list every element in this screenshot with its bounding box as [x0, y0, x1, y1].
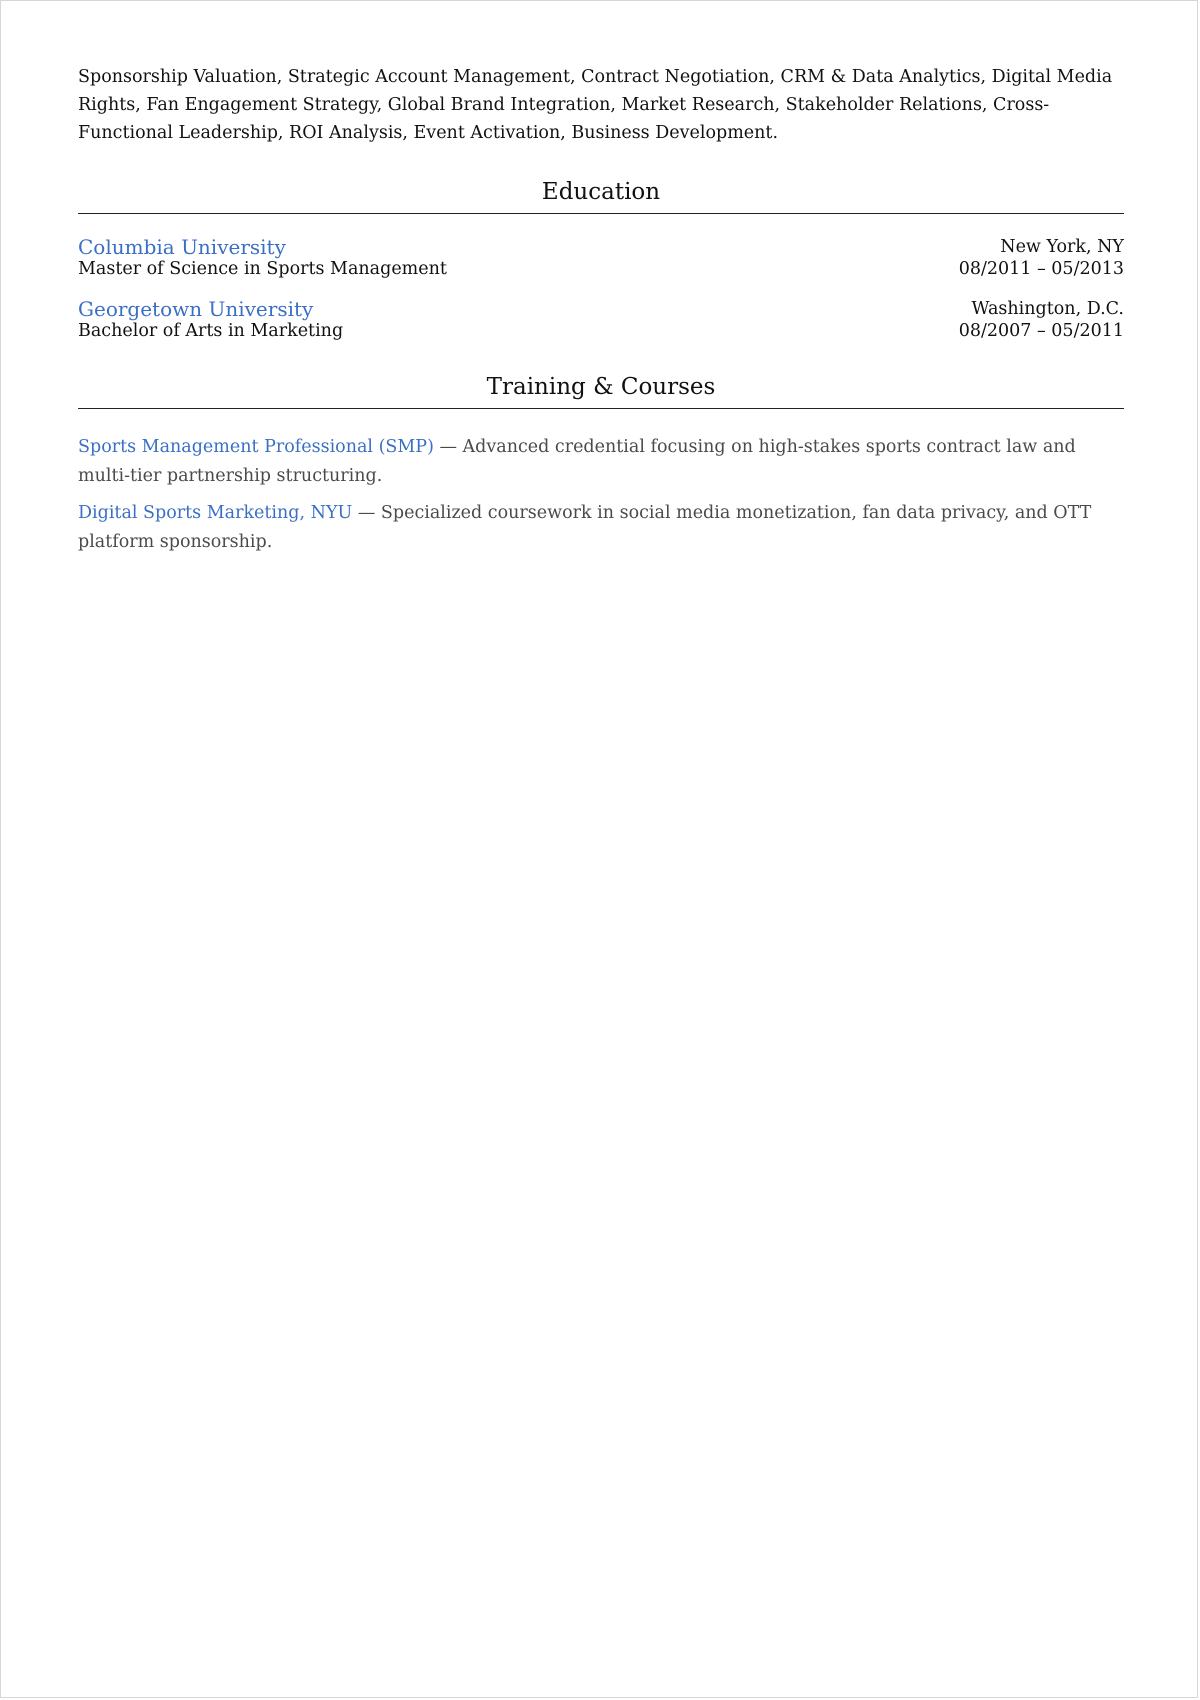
education-entry-left — [78, 236, 447, 280]
education-list — [78, 236, 1124, 342]
education-entry — [78, 298, 1124, 342]
skills-list: Sponsorship Valuation, Strategic Account Management, Contract Negotiation, CRM & Data Analytics, Digital Media Rights, Fan Engagement Strategy, Global Brand Integration, Market Research, Stakeholder Relations, Cross-Functional Leadership, ROI Analysis, Event Activation, Business Development. — [78, 67, 1113, 143]
course-description: Specialized coursework in social media monetization, fan data privacy, and OTT platform sponsorship. — [78, 503, 1092, 552]
training-list — [78, 433, 1124, 557]
course-item — [78, 499, 1124, 557]
education-heading: Education — [78, 177, 1124, 214]
education-dates: 08/2011 – 05/2013 — [958, 259, 1124, 279]
education-entry-right — [959, 236, 1124, 280]
school-name: Columbia University — [78, 235, 286, 259]
education-section — [78, 177, 1124, 342]
training-section — [78, 372, 1124, 557]
degree: Bachelor of Arts in Marketing — [78, 321, 344, 341]
course-separator: — — [433, 437, 463, 457]
education-entry-right — [959, 298, 1124, 342]
course-item — [78, 433, 1124, 491]
education-entry-left — [78, 298, 343, 342]
resume-content — [78, 63, 1124, 565]
training-heading: Training & Courses — [78, 372, 1124, 409]
course-name: Sports Management Professional (SMP) — [78, 437, 434, 457]
school-location: Washington, D.C. — [971, 299, 1124, 319]
school-name: Georgetown University — [78, 297, 314, 321]
course-separator: — — [352, 503, 381, 523]
course-name: Digital Sports Marketing, NYU — [78, 503, 353, 523]
school-location: New York, NY — [1000, 237, 1124, 257]
degree: Master of Science in Sports Management — [78, 259, 447, 279]
education-entry — [78, 236, 1124, 280]
course-description: Advanced credential focusing on high-stakes sports contract law and multi-tier partnership structuring. — [78, 437, 1076, 486]
education-dates: 08/2007 – 05/2011 — [958, 321, 1124, 341]
